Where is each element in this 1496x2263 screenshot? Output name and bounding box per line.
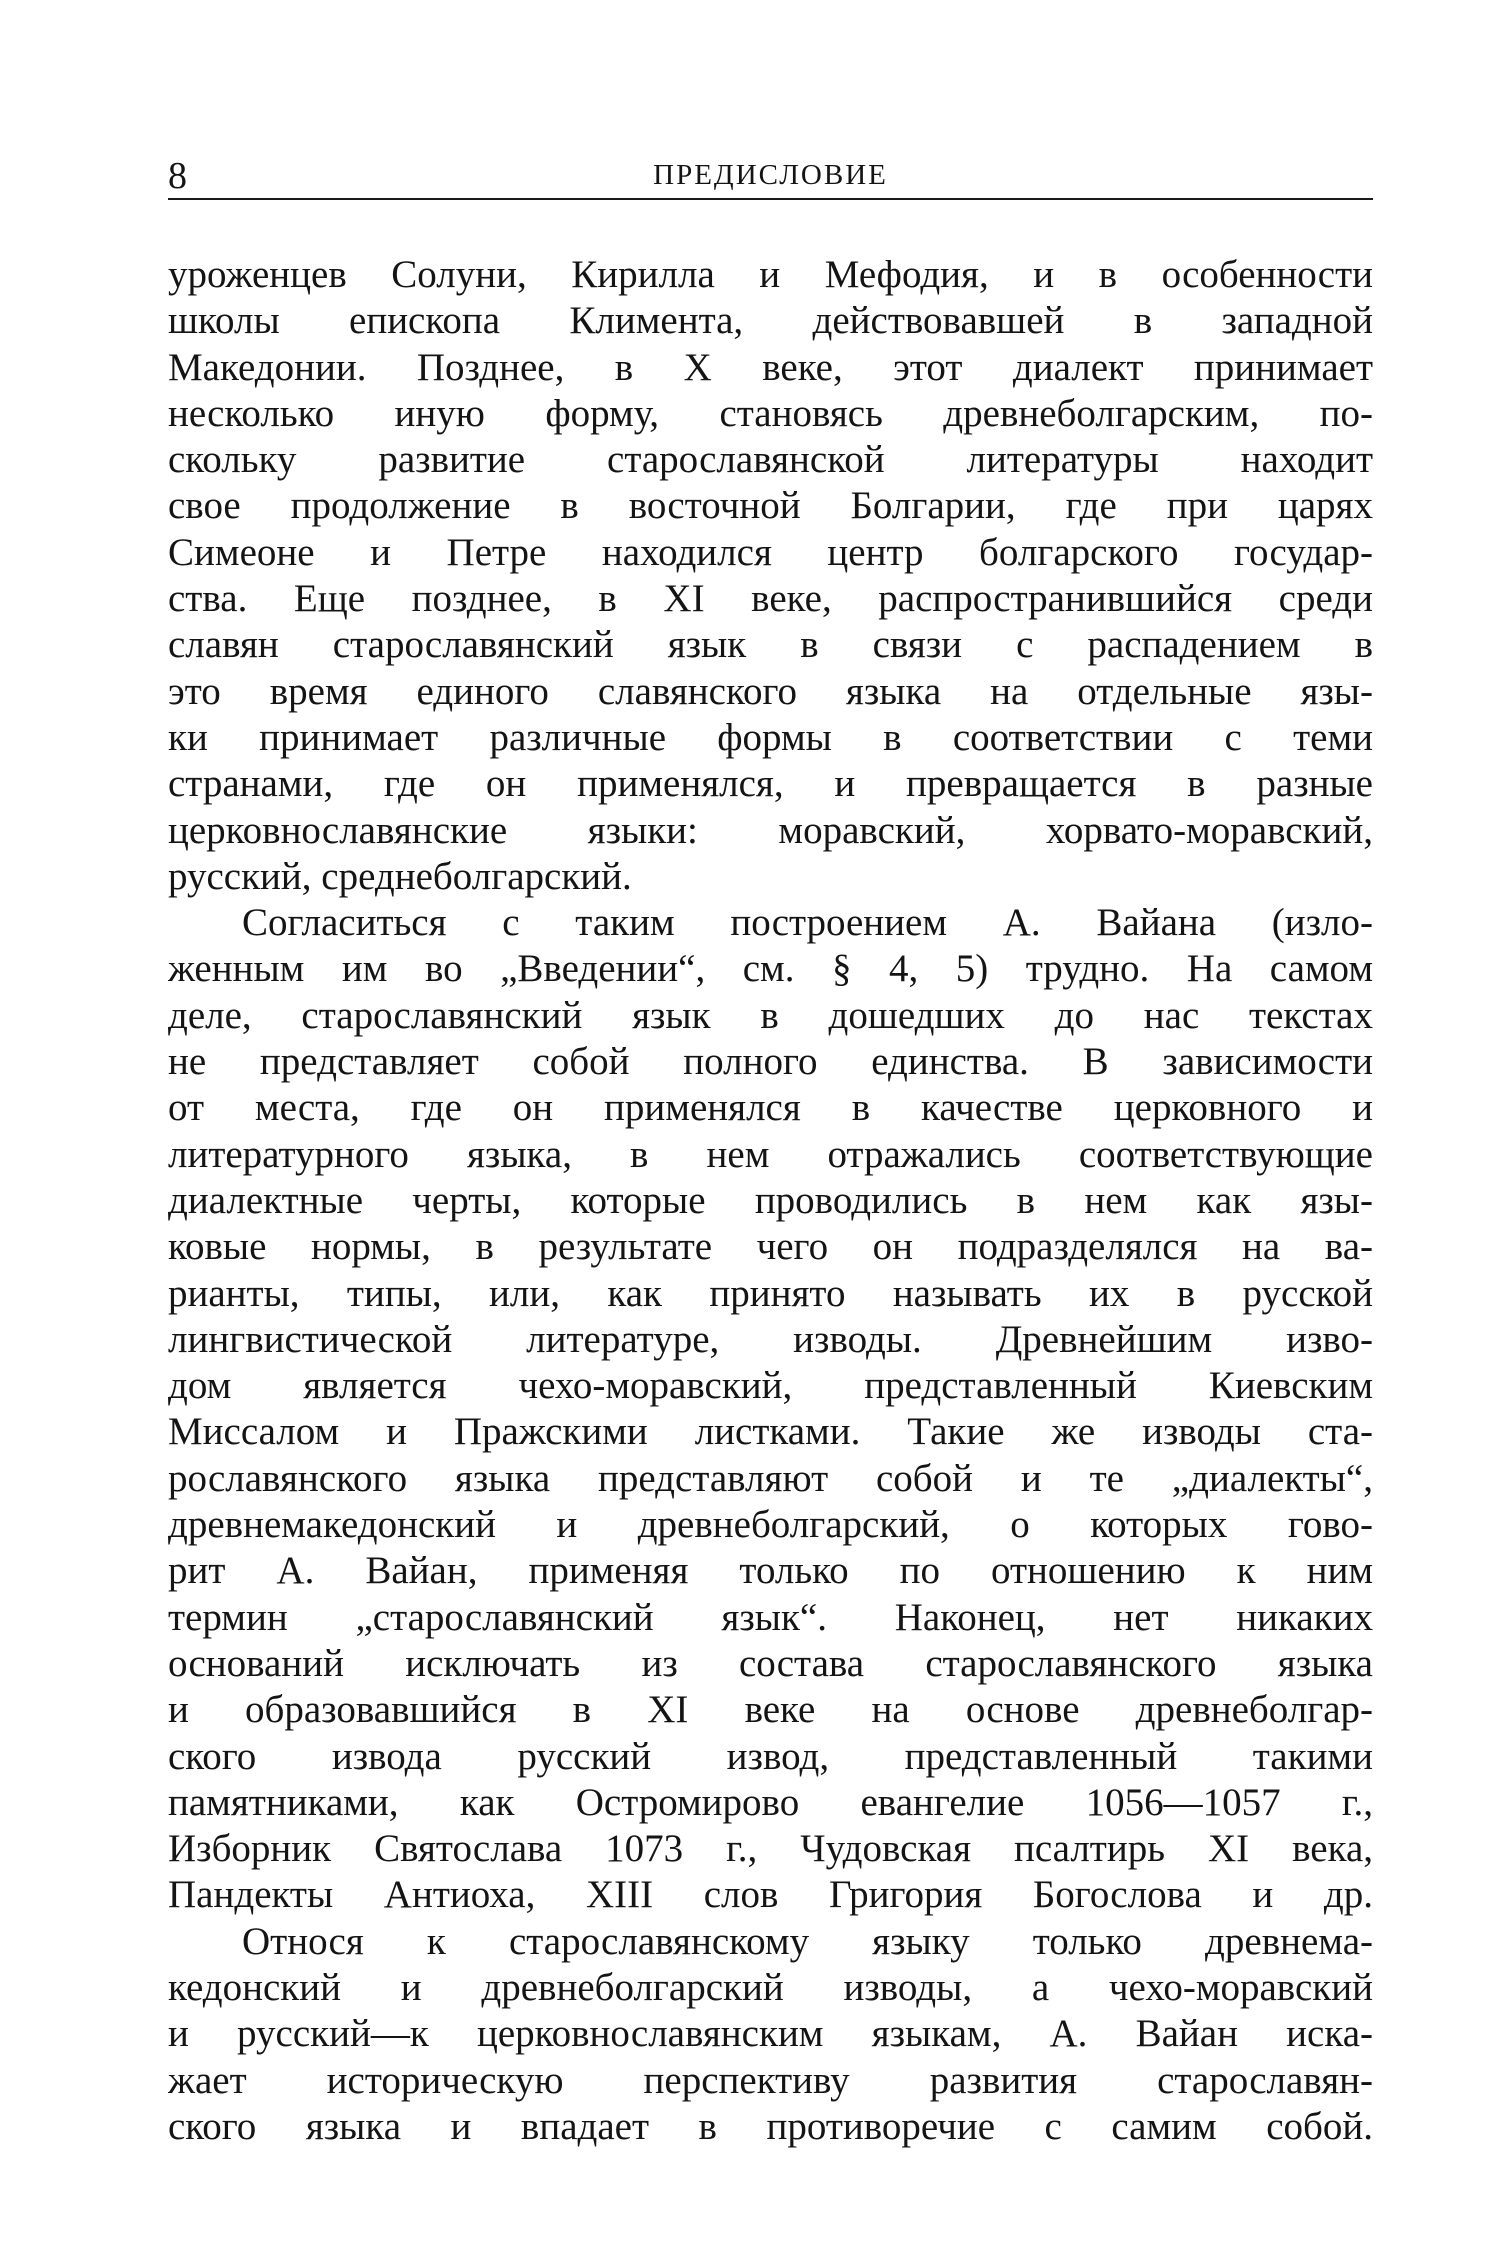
text-line: Относя к старославянскому языку только древнема- — [242, 1919, 1373, 1963]
text-line: и русский—к церковнославянским языкам, А. Вайан иска- — [168, 2012, 1373, 2056]
text-line: деле, старославянский язык в дошедших до нас текстах — [168, 993, 1373, 1037]
text-line: ства. Еще позднее, в XI веке, распространившийся среди — [168, 577, 1373, 621]
text-line: рит А. Вайан, применяя только по отношению к ним — [168, 1549, 1373, 1593]
text-line: церковнославянские языки: моравский, хорвато-моравский, — [168, 808, 1373, 852]
text-line: лингвистической литературе, изводы. Древнейшим изво- — [168, 1317, 1373, 1361]
text-line: славян старославянский язык в связи с распадением в — [168, 623, 1373, 667]
text-line: жает историческую перспективу развития старославян- — [168, 2058, 1373, 2102]
text-line: Пандекты Антиоха, XIII слов Григория Богослова и др. — [168, 1873, 1373, 1917]
text-line: ского извода русский извод, представленный такими — [168, 1734, 1373, 1778]
text-line: Симеоне и Петре находился центр болгарского государ- — [168, 530, 1373, 574]
text-line: рианты, типы, или, как принято называть их в русской — [168, 1271, 1373, 1315]
text-line: и образовавшийся в XI веке на основе древнеболгар- — [168, 1688, 1373, 1732]
running-title: ПРЕДИСЛОВИЕ — [653, 159, 888, 191]
text-line: литературного языка, в нем отражались соответствующие — [168, 1132, 1373, 1176]
text-line: уроженцев Солуни, Кирилла и Мефодия, и в особенности — [168, 253, 1373, 296]
text-line: русский, среднеболгарский. — [168, 854, 632, 898]
text-line: странами, где он применялся, и превращается в разные — [168, 762, 1373, 806]
text-line: Миссалом и Пражскими листками. Такие же изводы ста- — [168, 1410, 1373, 1454]
text-line: не представляет собой полного единства. В зависимости — [168, 1040, 1373, 1084]
text-line: дом является чехо-моравский, представленный Киевским — [168, 1364, 1373, 1408]
text-line: ки принимает различные формы в соответствии с теми — [168, 715, 1373, 759]
text-line: рославянского языка представляют собой и те „диалекты“, — [168, 1456, 1373, 1500]
text-line: диалектные черты, которые проводились в нем как язы- — [168, 1178, 1373, 1222]
text-line: древнемакедонский и древнеболгарский, о которых гово- — [168, 1503, 1373, 1547]
text-line: свое продолжение в восточной Болгарии, где при царях — [168, 484, 1373, 528]
text-line: Македонии. Позднее, в X веке, этот диалект принимает — [168, 345, 1373, 389]
text-line: оснований исключать из состава старославянского языка — [168, 1641, 1373, 1685]
text-line: женным им во „Введении“, см. § 4, 5) трудно. На самом — [168, 947, 1373, 991]
running-head — [168, 150, 1373, 200]
text-line: памятниками, как Остромирово евангелие 1056—1057 г., — [168, 1780, 1373, 1824]
text-line: Изборник Святослава 1073 г., Чудовская псалтирь XI века, — [168, 1827, 1373, 1871]
text-line: несколько иную форму, становясь древнеболгарским, по- — [168, 391, 1373, 435]
text-line: ского языка и впадает в противоречие с самим собой. — [168, 2104, 1373, 2148]
text-line: школы епископа Климента, действовавшей в западной — [168, 299, 1373, 343]
text-line: кедонский и древнеболгарский изводы, а чехо-моравский — [168, 1965, 1373, 2009]
text-line: от места, где он применялся в качестве церковного и — [168, 1086, 1373, 1130]
text-line: Согласиться с таким построением А. Вайана (изло- — [242, 901, 1373, 945]
text-line: скольку развитие старославянской литературы находит — [168, 438, 1373, 482]
text-line: ковые нормы, в результате чего он подразделялся на ва- — [168, 1225, 1373, 1269]
text-line: термин „старославянский язык“. Наконец, нет никаких — [168, 1595, 1373, 1639]
body-text — [168, 252, 1373, 2150]
text-line: это время единого славянского языка на отдельные язы- — [168, 669, 1373, 713]
page-number: 8 — [168, 155, 187, 197]
